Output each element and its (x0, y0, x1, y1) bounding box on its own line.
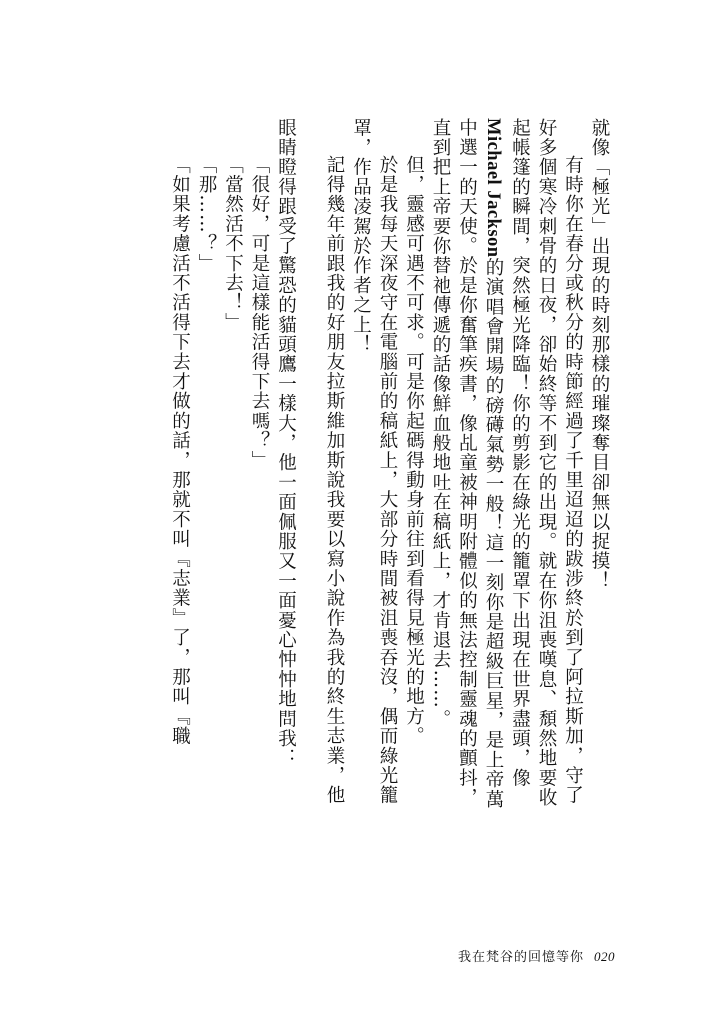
page-number: 020 (594, 949, 616, 964)
text-column-1: 就像「極光」出現的時刻那樣的璀璨奪目卻無以捉摸！ (589, 118, 610, 591)
text-column-12: 眼睛瞪得跟受了驚恐的貓頭鷹一樣大，他一面佩服又一面憂心忡忡地問我： (275, 118, 297, 769)
text-column-4: 起帳篷的瞬間，突然極光降臨！你的剪影在綠光的籠罩下出現在世界盡頭，像 (509, 118, 531, 788)
latin-name: Michael Jackson (483, 118, 503, 258)
text-column-8: 但，靈感可遇不可求。可是你起碼得動身前往到看得見極光的地方。 (403, 155, 425, 746)
text-column-9: 於是我每天深夜守在電腦前的稿紙上，大部分時間被沮喪吞沒，偶而綠光籠 (377, 155, 398, 806)
body-text (166, 118, 612, 858)
text-column-15: 「那……？」 (196, 155, 217, 274)
text-column-10: 罩，作品凌駕於作者之上！ (350, 118, 372, 355)
text-column-3: 好多個寒冷刺骨的日夜，卻始終等不到它的出現。就在你沮喪嘆息、頹然地要收 (536, 118, 557, 808)
text-column-14: 「當然活不下去！」 (222, 155, 244, 333)
text-column-5-rest: 的演唱會開場的磅礡氣勢一般！這一刻你是超級巨星，是上帝萬 (483, 257, 504, 810)
text-column-13: 「很好，可是這樣能活得下去嗎？」 (249, 155, 270, 471)
text-column-7: 直到把上帝要你替祂傳遞的話像鮮血般地吐在稿紙上，才肯退去……。 (430, 118, 451, 729)
text-column-16: 「如果考慮活不活得下去才做的話，那就不叫『志業』了，那叫『職 (169, 155, 191, 746)
book-title: 我在梵谷的回憶等你 (458, 950, 585, 965)
text-column-6: 中選一的天使。於是你奮筆疾書，像乩童被神明附體似的無法控制靈魂的顫抖， (456, 118, 478, 808)
text-column-11: 記得幾年前跟我的好朋友拉斯維加斯說我要以寫小說作為我的終生志業，他 (324, 155, 345, 806)
page-footer (458, 946, 615, 965)
text-column-5 (480, 118, 507, 858)
text-column-2: 有時你在春分或秋分的時節經過了千里迢迢的跋涉終於到了阿拉斯加，守了 (562, 155, 584, 806)
